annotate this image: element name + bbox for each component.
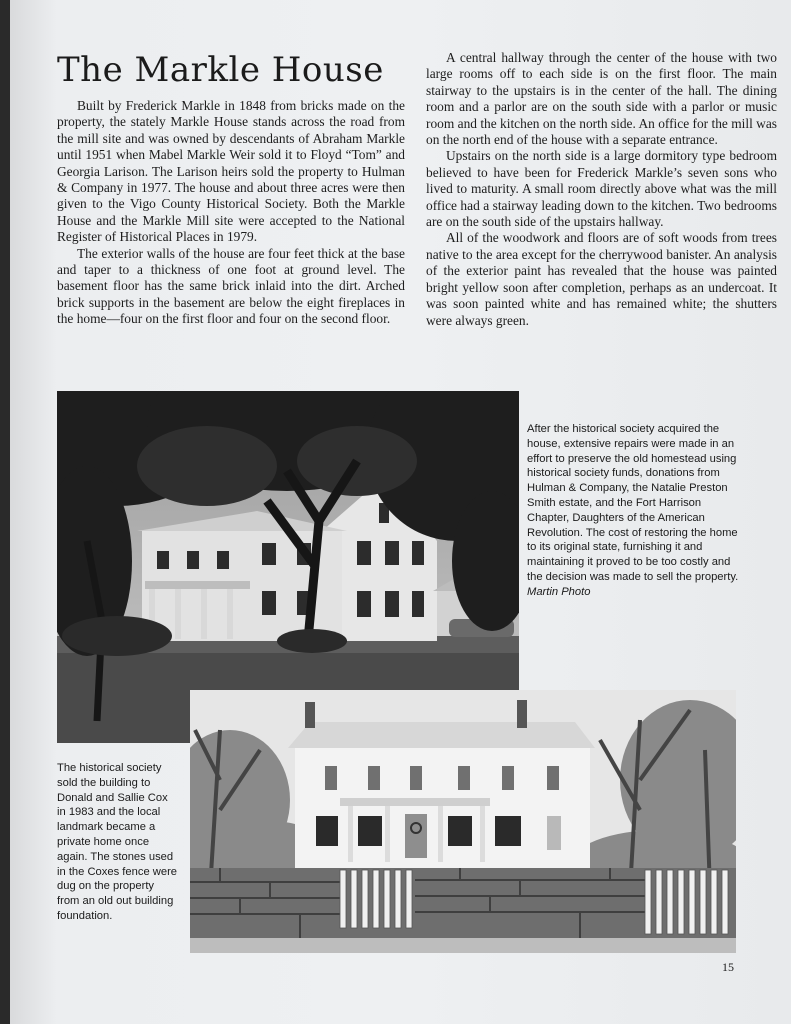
magazine-page: [10, 0, 791, 1024]
left-text-column: [57, 98, 405, 328]
page-title: The Markle House: [57, 50, 384, 90]
photo-caption-bottom: The historical society sold the building to Donald and Sallie Cox in 1983 and the local landmark became a private home once again. The stones used in the Coxes fence were dug on the property from an old out building foundation.: [57, 762, 178, 922]
paragraph: All of the woodwork and floors are of soft woods from trees native to the area except for the cherrywood banister. An analysis of the exterior paint has revealed that the house was painted bright yellow soon after completion, perhaps as an undercoat. It was soon painted white and has remained white; the shutters were always green.: [426, 230, 777, 328]
photo-credit: Martin Photo: [527, 585, 591, 598]
caption-text: After the historical society acquired the house, extensive repairs were made in an effort to preserve the old homestead using historical society funds, donations from Hulman & Company, the Natalie Preston Smith estate, and the Fort Harrison Chapter, Daughters of the American Revolution. The cost of restoring the home to its original state, furnishing it and maintaining it proved to be too costly and the decision was made to sell the property.: [527, 423, 739, 583]
house-photo-stone-wall: [190, 690, 736, 953]
photo-caption-top: [527, 422, 739, 600]
paragraph: Upstairs on the north side is a large dormitory type bedroom believed to have been for Frederick Markle’s seven sons who lived to maturity. A small room directly above what was the mill office had a stairway leading down to the kitchen. Two bedrooms are on the south side of the upstairs hallway.: [426, 148, 777, 230]
page-number: 15: [722, 960, 734, 974]
right-text-column: [426, 50, 777, 329]
paragraph: The exterior walls of the house are four feet thick at the base and taper to a thickness of one foot at ground level. The basement floor has the same brick inlaid into the dirt. Arched brick supports in the basement are below the eight fireplaces in the home—four on the first floor and four on the second floor.: [57, 245, 405, 327]
paragraph: A central hallway through the center of the house with two large rooms off to each side is on the first floor. The main stairway to the upstairs is in the center of the hall. The dining room and a parlor are on the south side with a parlor or music room and the kitchen on the north side. An office for the mill was on the north end of the house with a separate entrance.: [426, 50, 777, 148]
paragraph: Built by Frederick Markle in 1848 from bricks made on the property, the stately Markle House stands across the road from the mill site and was owned by descendants of Abraham Markle until 1951 when Mabel Markle Weir sold it to Floyd “Tom” and Georgia Larison. The Larison heirs sold the property to Hulman & Company in 1977. The house and about three acres were then given to the Vigo County Historical Society. Both the Markle House and the Markle Mill site were accepted to the National Register of Historical Places in 1979.: [57, 98, 405, 245]
